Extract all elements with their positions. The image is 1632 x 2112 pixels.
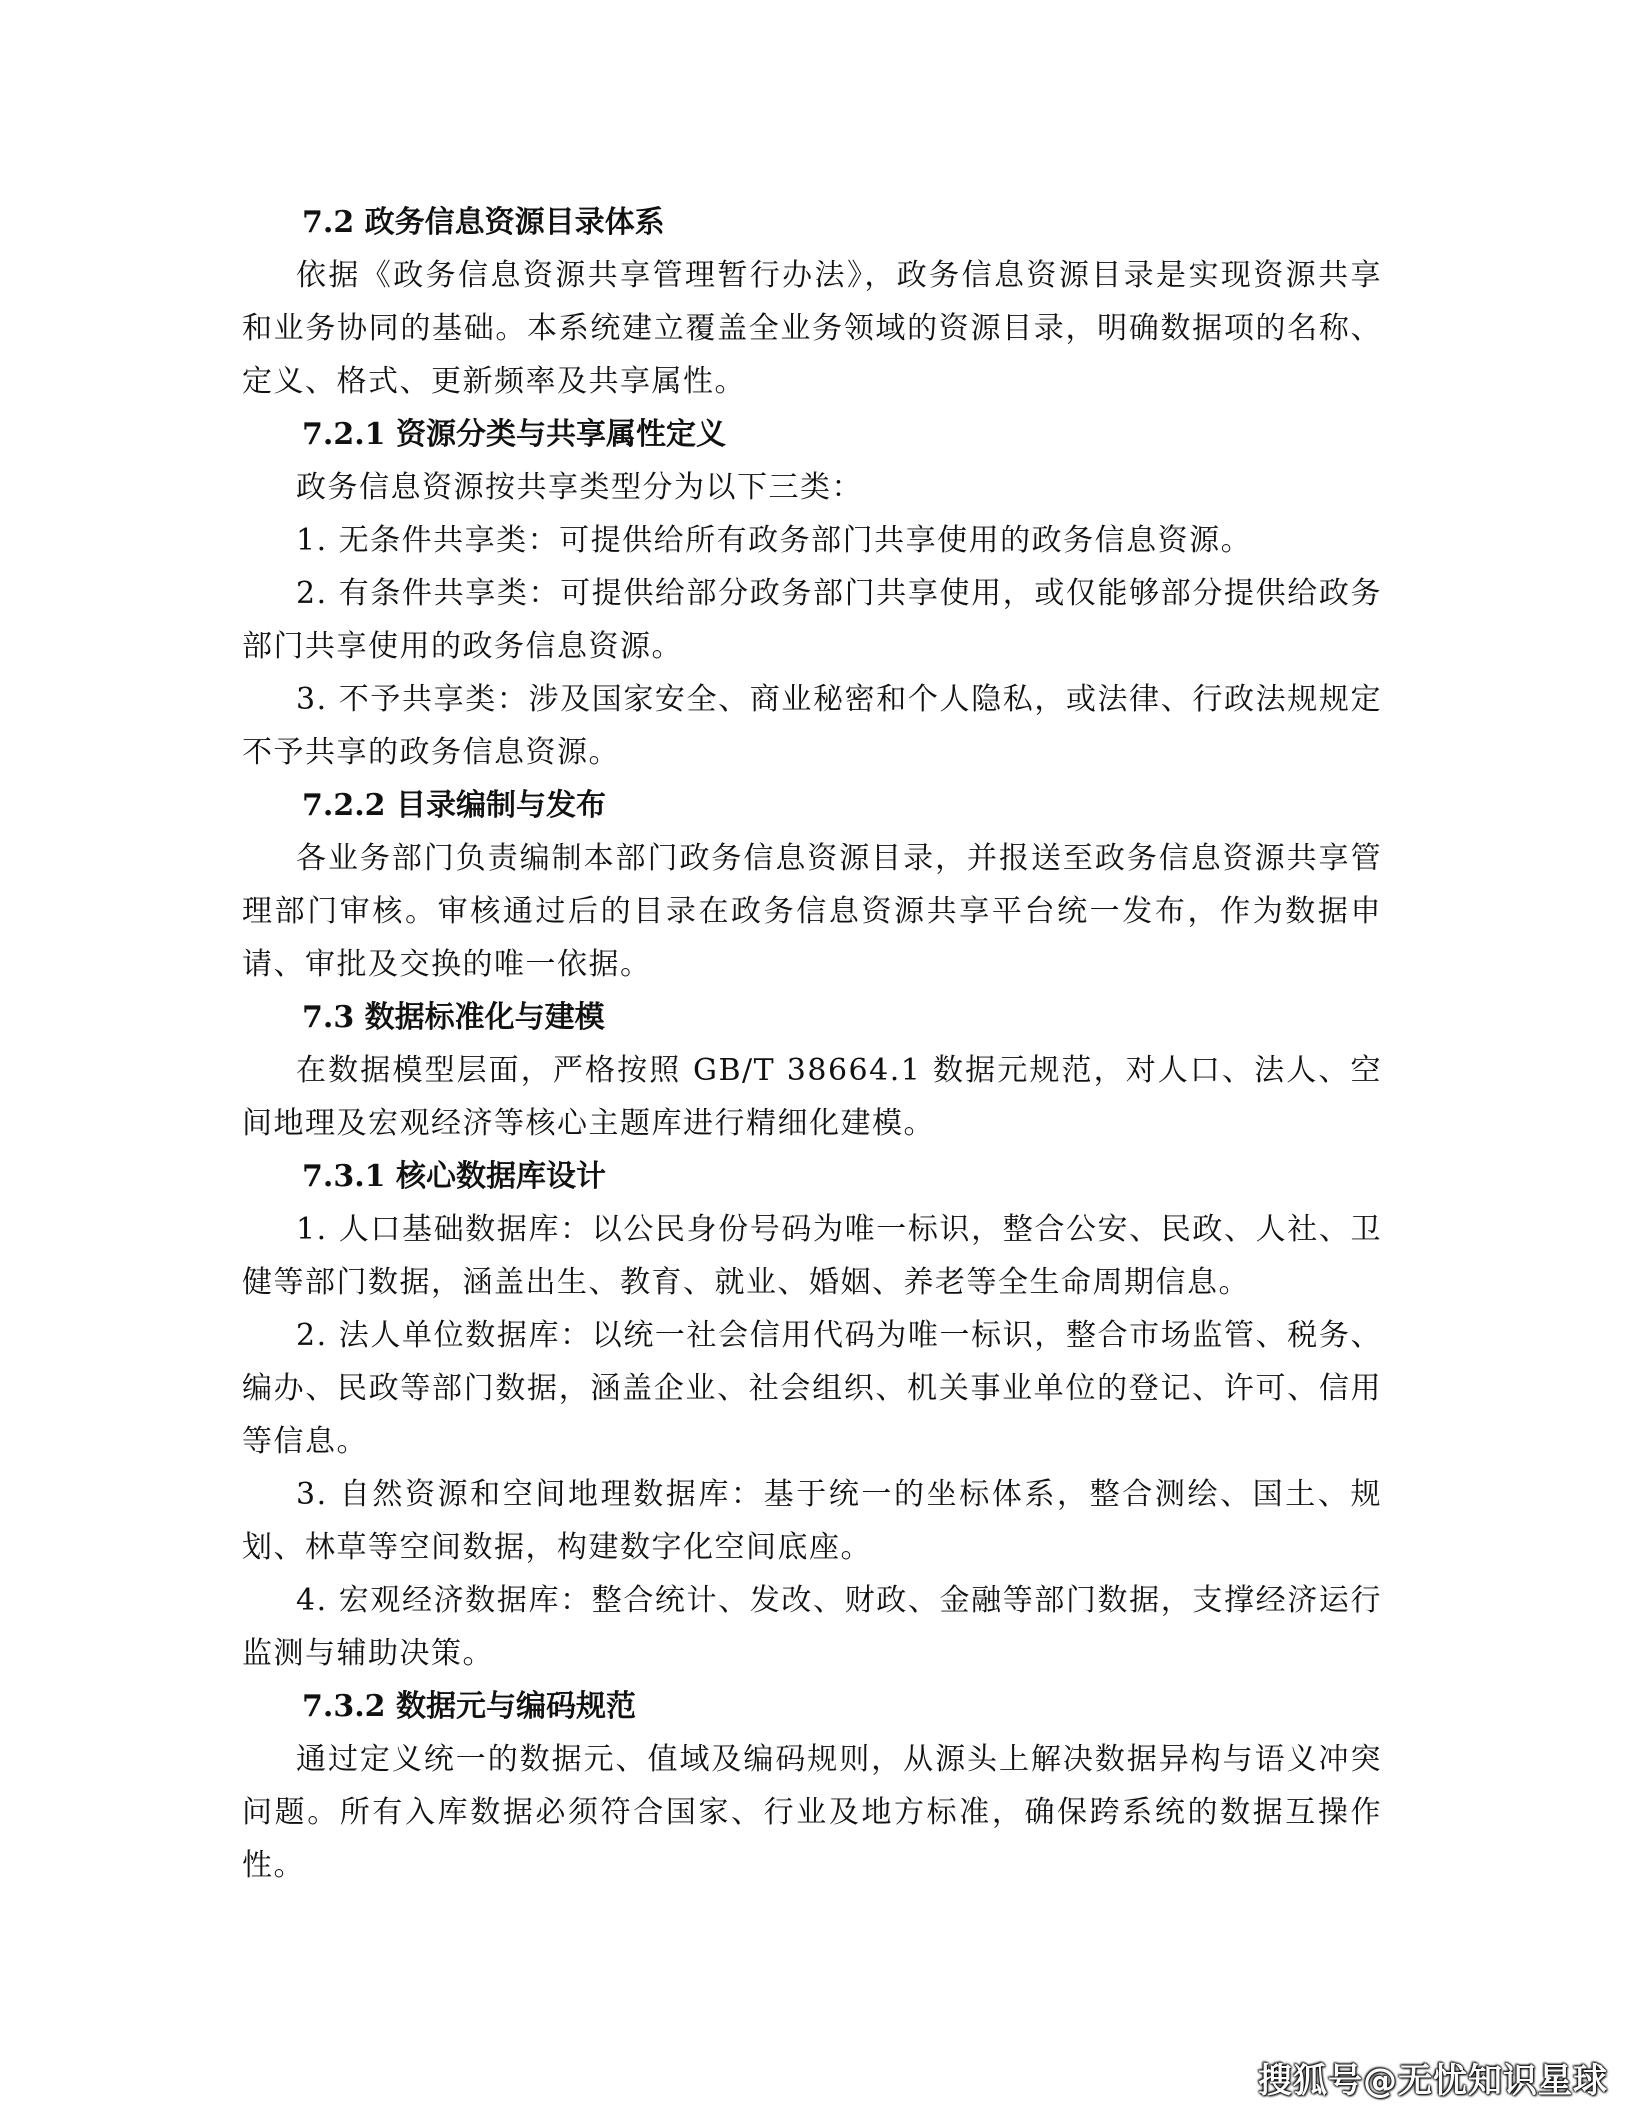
list-item: 1. 无条件共享类：可提供给所有政务部门共享使用的政务信息资源。 xyxy=(296,523,1253,558)
section-heading: 7.3.1 核心数据库设计 xyxy=(302,1159,606,1194)
section-heading: 7.2.1 资源分类与共享属性定义 xyxy=(302,417,726,452)
section-heading: 7.3 数据标准化与建模 xyxy=(302,1000,605,1035)
section-heading: 7.2.2 目录编制与发布 xyxy=(302,788,606,823)
section-heading: 7.2 政务信息资源目录体系 xyxy=(302,205,665,240)
paragraph: 通过定义统一的数据元、值域及编码规则，从源头上解决数据异构与语义冲突问题。所有入库数据必须符合国家、行业及地方标准，确保跨系统的数据互操作性。 xyxy=(242,1742,1382,1883)
paragraph: 各业务部门负责编制本部门政务信息资源目录，并报送至政务信息资源共享管理部门审核。审核通过后的目录在政务信息资源共享平台统一发布，作为数据申请、审批及交换的唯一依据。 xyxy=(242,841,1382,982)
list-item: 4. 宏观经济数据库：整合统计、发改、财政、金融等部门数据，支撑经济运行监测与辅助决策。 xyxy=(242,1583,1382,1671)
list-item: 2. 法人单位数据库：以统一社会信用代码为唯一标识，整合市场监管、税务、编办、民政等部门数据，涵盖企业、社会组织、机关事业单位的登记、许可、信用等信息。 xyxy=(242,1318,1382,1459)
section-heading: 7.3.2 数据元与编码规范 xyxy=(302,1689,636,1724)
paragraph: 在数据模型层面，严格按照 GB/T 38664.1 数据元规范，对人口、法人、空间地理及宏观经济等核心主题库进行精细化建模。 xyxy=(242,1053,1382,1141)
watermark: 搜狐号@无忧知识星球 xyxy=(1258,2061,1608,2101)
list-item: 3. 自然资源和空间地理数据库：基于统一的坐标体系，整合测绘、国土、规划、林草等空间数据，构建数字化空间底座。 xyxy=(242,1477,1382,1565)
paragraph: 政务信息资源按共享类型分为以下三类： xyxy=(296,470,863,505)
paragraph: 依据《政务信息资源共享管理暂行办法》，政务信息资源目录是实现资源共享和业务协同的基础。本系统建立覆盖全业务领域的资源目录，明确数据项的名称、定义、格式、更新频率及共享属性。 xyxy=(242,258,1382,399)
document-body xyxy=(242,196,1382,1892)
list-item: 3. 不予共享类：涉及国家安全、商业秘密和个人隐私，或法律、行政法规规定不予共享的政务信息资源。 xyxy=(242,682,1382,770)
list-item: 2. 有条件共享类：可提供给部分政务部门共享使用，或仅能够部分提供给政务部门共享使用的政务信息资源。 xyxy=(242,576,1382,664)
list-item: 1. 人口基础数据库：以公民身份号码为唯一标识，整合公安、民政、人社、卫健等部门数据，涵盖出生、教育、就业、婚姻、养老等全生命周期信息。 xyxy=(242,1212,1382,1300)
